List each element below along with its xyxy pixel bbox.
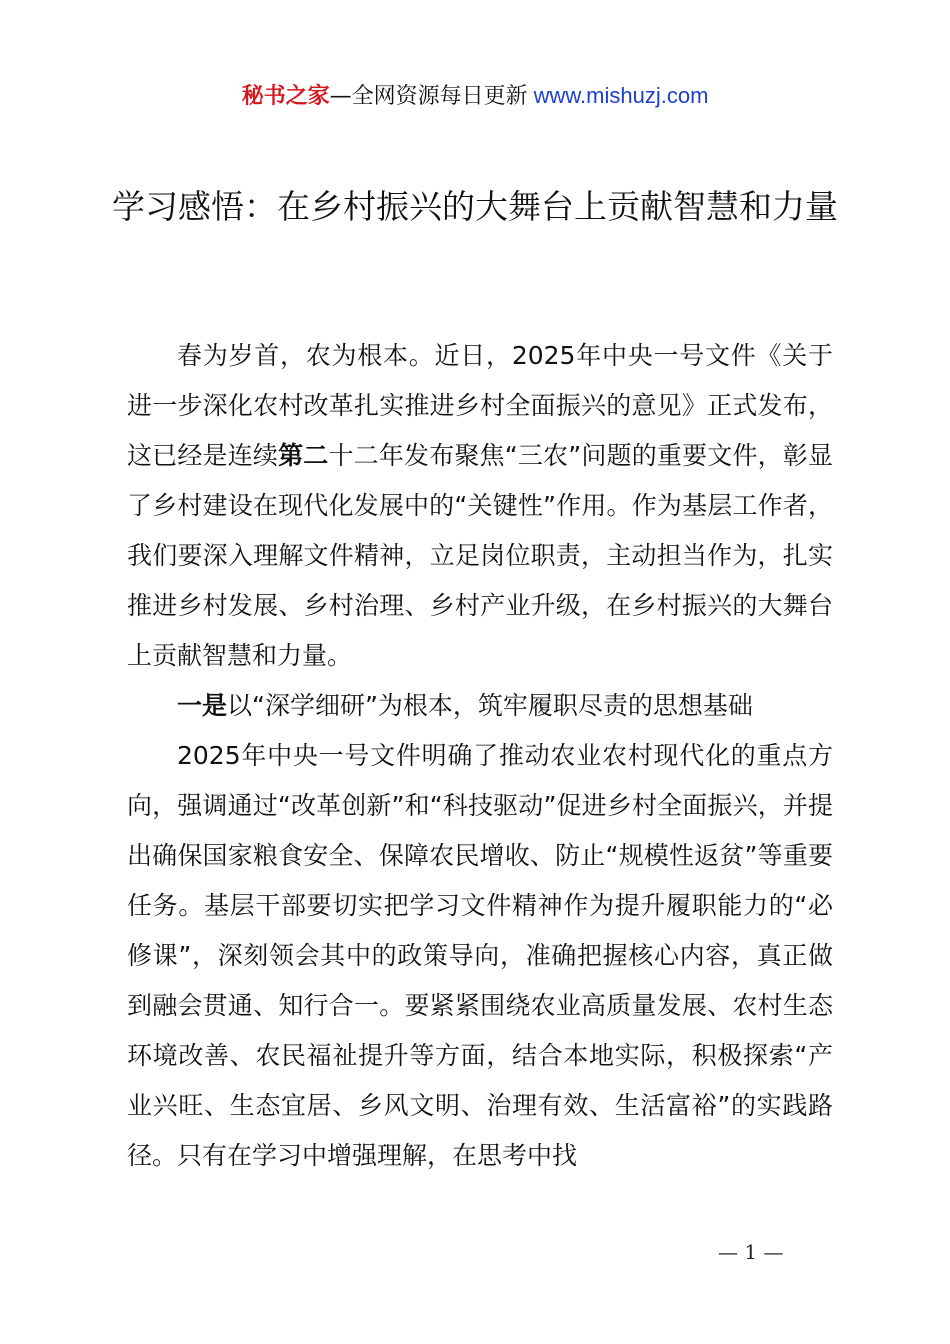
document-title: 学习感悟：在乡村振兴的大舞台上贡献智慧和力量	[112, 187, 838, 226]
brand-name: 秘书之家	[241, 84, 330, 109]
paragraph-section-one: 2025年中央一号文件明确了推动农业农村现代化的重点方向，强调通过“改革创新”和“科技驱动”促进乡村全面振兴，并提出确保国家粮食安全、保障农民增收、防止“规模性返贫”等重要任务。基层干部要切实把学习文件精神作为提升履职能力的“必修课”，深刻领会其中的政策导向，准确把握核心内容，真正做到融会贯通、知行合一。要紧紧围绕农业高质量发展、农村生态环境改善、农民福祉提升等方面，结合本地实际，积极探索“产业兴旺、生态宜居、乡风文明、治理有效、生活富裕”的实践路径。只有在学习中增强理解，在思考中找	[127, 741, 833, 1170]
page-number: — 1 —	[718, 1240, 784, 1264]
intro-text-start: 春为岁首，农为根本。近日，2025年中央一号文件《关于进一步深化农村改革扎实推进乡村全面振兴的意见》正式发布，这已经是连续	[127, 341, 833, 470]
document-body	[127, 331, 833, 1181]
intro-bold-text: 第二	[278, 441, 329, 470]
site-url-link[interactable]: www.mishuzj.com	[533, 83, 709, 108]
section-number: 一是	[177, 691, 228, 720]
site-header	[0, 80, 950, 113]
section-heading-one	[127, 681, 833, 731]
section-heading-text: 以“深学细研”为根本，筑牢履职尽责的思想基础	[227, 691, 753, 720]
paragraph-intro	[127, 331, 833, 681]
header-tagline: —全网资源每日更新	[329, 84, 528, 109]
intro-text-end: 十二年发布聚焦“三农”问题的重要文件，彰显了乡村建设在现代化发展中的“关键性”作用。作为基层工作者，我们要深入理解文件精神，立足岗位职责，主动担当作为，扎实推进乡村发展、乡村治理、乡村产业升级，在乡村振兴的大舞台上贡献智慧和力量。	[127, 441, 833, 670]
